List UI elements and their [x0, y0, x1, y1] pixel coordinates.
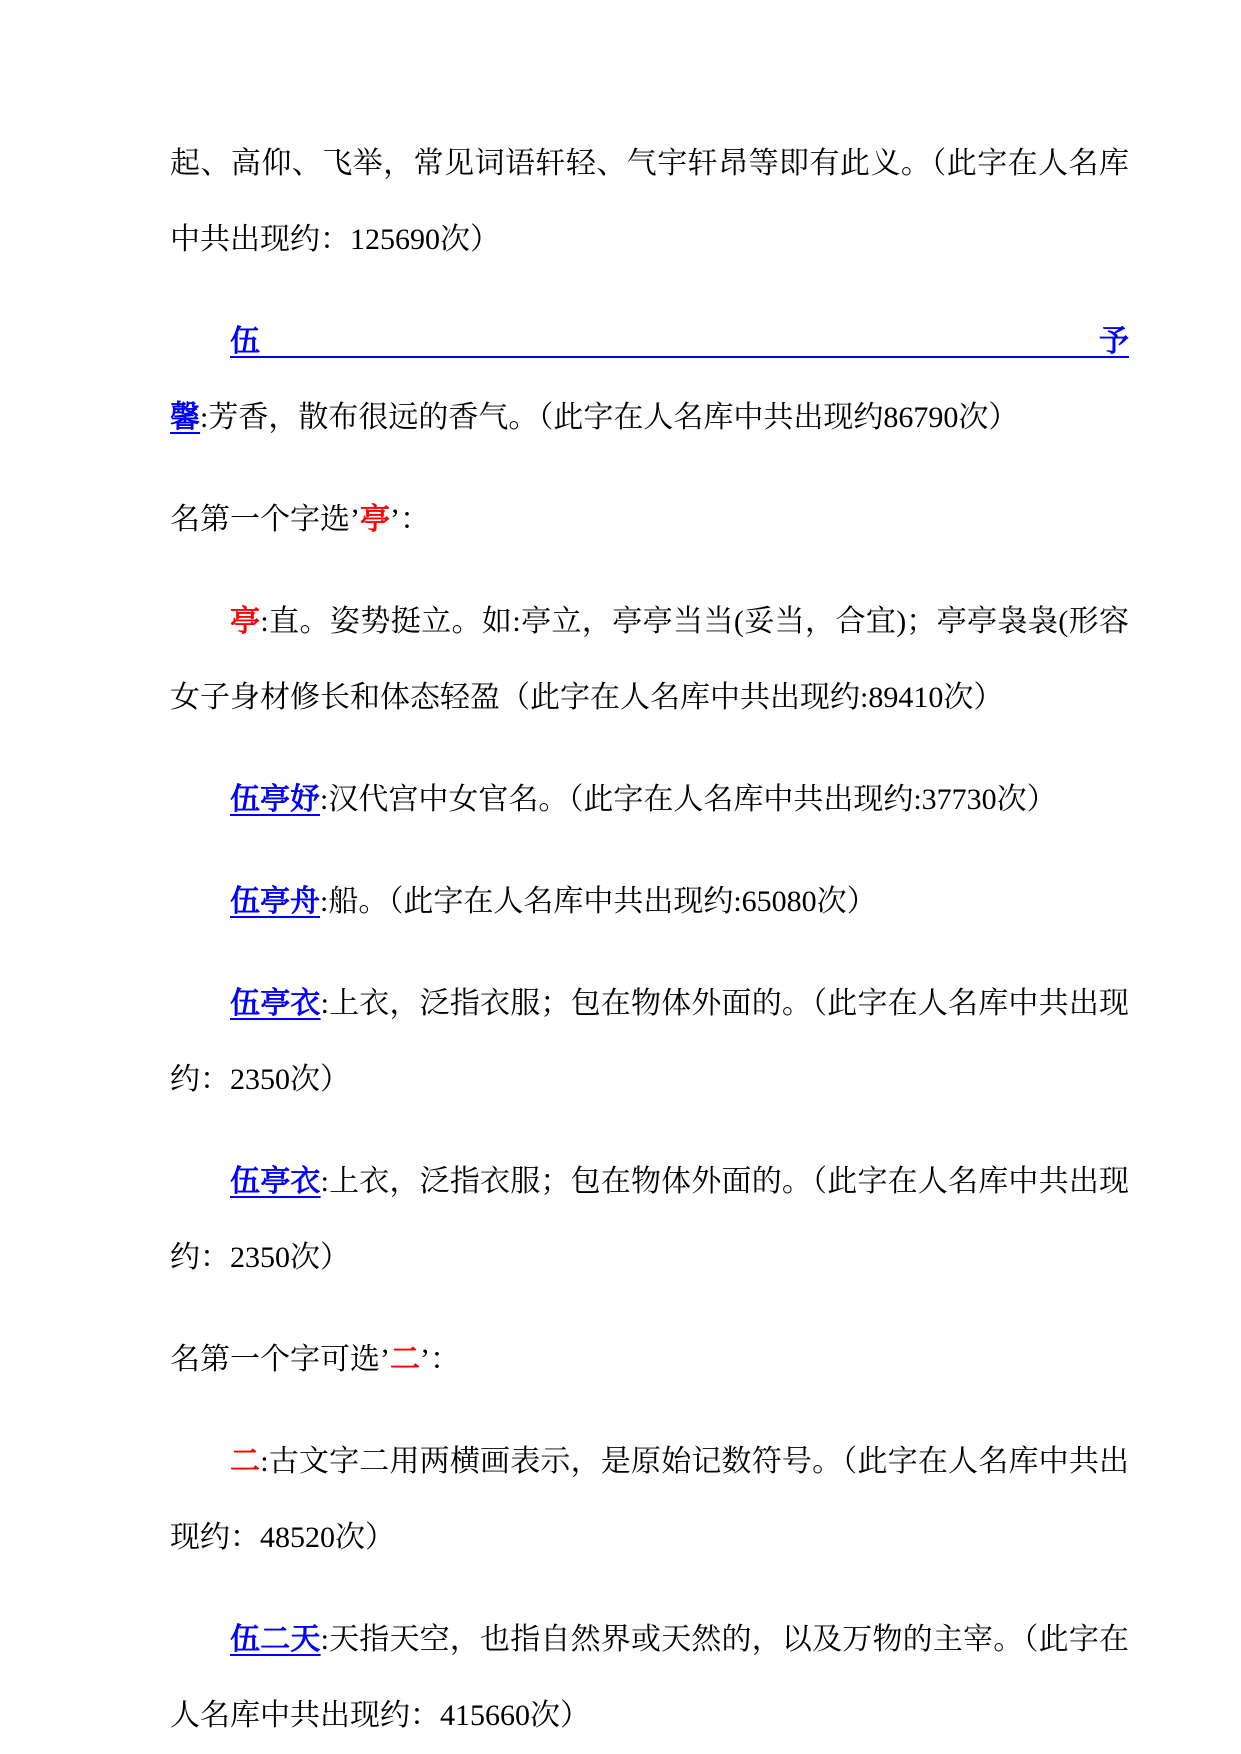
name-link[interactable]: 伍予馨 — [170, 325, 1129, 434]
text-run: :芳香，散布很远的香气。（此字在人名库中共出现约86790次） — [200, 401, 1019, 434]
name-link[interactable]: 伍二天 — [230, 1623, 321, 1656]
text-run: :古文字二用两横画表示，是原始记数符号。（此字在人名库中共出现约：48520次） — [170, 1445, 1130, 1554]
text-run: :上衣，泛指衣服；包在物体外面的。（此字在人名库中共出现约：2350次） — [170, 987, 1130, 1096]
text-run: :上衣，泛指衣服；包在物体外面的。（此字在人名库中共出现约：2350次） — [170, 1165, 1130, 1274]
highlight-char: 二 — [230, 1445, 261, 1478]
text-run: :直。姿势挺立。如:亭立，亭亭当当(妥当，合宜)；亭亭袅袅(形容女子身材修长和体态轻盈（此字在人名库中共出现约:89410次） — [170, 605, 1130, 714]
text-run: ’： — [390, 503, 430, 536]
text-run: 名第一个字选’ — [170, 503, 360, 536]
name-link[interactable]: 伍亭衣 — [230, 1165, 321, 1198]
paragraph — [170, 126, 1129, 278]
paragraph — [170, 1322, 1129, 1398]
highlight-char: 二 — [390, 1343, 420, 1376]
name-link[interactable]: 伍亭舟 — [230, 885, 320, 918]
highlight-char: 亭 — [230, 605, 261, 638]
paragraph — [170, 1144, 1129, 1296]
paragraph — [170, 1424, 1129, 1576]
text-run: :天指天空，也指自然界或天然的，以及万物的主宰。（此字在人名库中共出现约：415660次） — [170, 1623, 1130, 1732]
paragraph — [170, 304, 1129, 456]
paragraph — [170, 762, 1129, 838]
text-run: ’： — [420, 1343, 460, 1376]
paragraph — [170, 482, 1129, 558]
text-run: 起、高仰、飞举，常见词语轩轻、气宇轩昂等即有此义。（此字在人名库中共出现约：125690次） — [170, 147, 1129, 256]
paragraph — [170, 1602, 1129, 1754]
paragraph — [170, 584, 1129, 736]
name-link[interactable]: 伍亭衣 — [230, 987, 321, 1020]
text-run: :船。（此字在人名库中共出现约:65080次） — [320, 885, 877, 918]
text-run: :汉代宫中女官名。（此字在人名库中共出现约:37730次） — [320, 783, 1057, 816]
text-run: 名第一个字可选’ — [170, 1343, 390, 1376]
highlight-char: 亭 — [360, 503, 390, 536]
paragraph — [170, 966, 1129, 1118]
paragraph — [170, 864, 1129, 940]
document-body — [170, 126, 1129, 1754]
name-link[interactable]: 伍亭妤 — [230, 783, 320, 816]
